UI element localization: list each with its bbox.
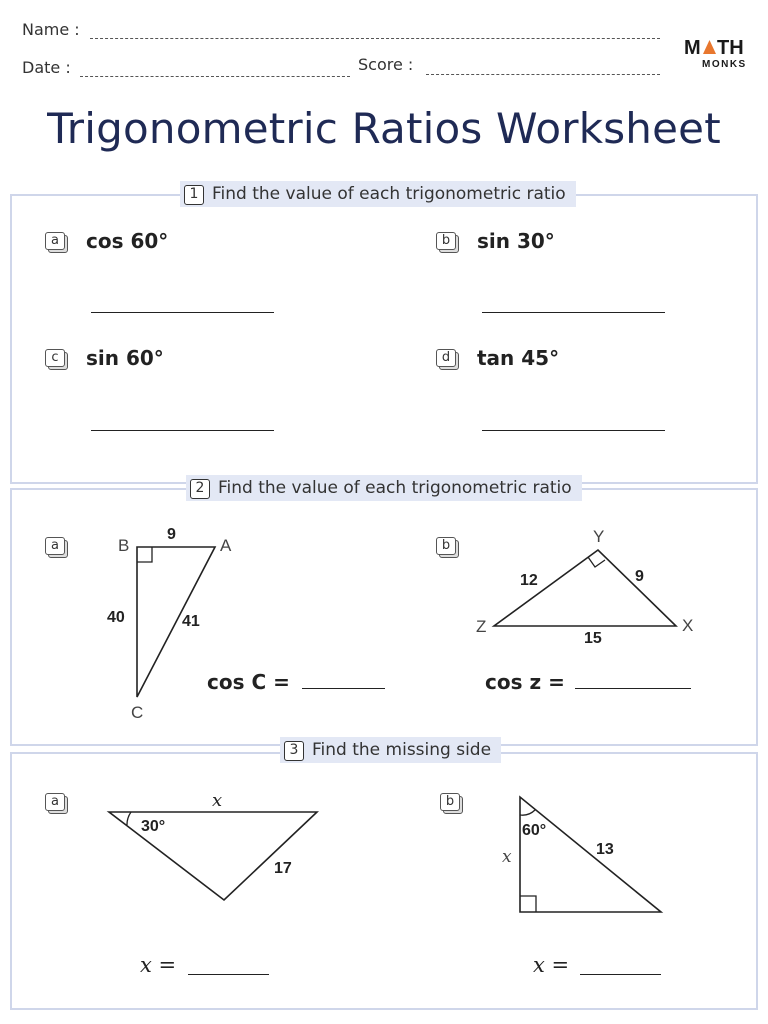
name-label: Name :: [22, 20, 80, 39]
item-tag: d: [436, 349, 456, 367]
section-3-heading: [280, 737, 501, 763]
answer-line[interactable]: [91, 430, 274, 431]
side-label: 17: [274, 860, 292, 877]
side-label: 9: [167, 526, 176, 543]
right-triangle-bac: [100, 520, 250, 730]
section-number: 2: [190, 479, 210, 499]
vertex-label: A: [220, 536, 232, 555]
angle-label: 30°: [141, 818, 166, 835]
answer-line[interactable]: [302, 688, 385, 689]
date-field[interactable]: [80, 76, 350, 77]
side-label: x: [212, 790, 223, 811]
logo-triangle-icon: [703, 40, 716, 54]
prompt: x =: [140, 953, 177, 977]
expression: tan 45°: [477, 346, 560, 370]
answer-line[interactable]: [580, 974, 661, 975]
prompt: cos C =: [207, 670, 290, 694]
math-monks-logo: [684, 36, 760, 72]
date-label: Date :: [22, 58, 71, 77]
prompt: cos z =: [485, 670, 565, 694]
item-tag: a: [45, 793, 65, 811]
answer-line[interactable]: [575, 688, 691, 689]
expression: sin 30°: [477, 229, 555, 253]
section-heading-text: Find the value of each trigonometric ratio: [218, 478, 572, 498]
section-number: 1: [184, 185, 204, 205]
item-tag: b: [436, 537, 456, 555]
side-label: 15: [584, 630, 602, 647]
score-field[interactable]: [426, 74, 660, 75]
side-label: 41: [182, 613, 200, 630]
answer-line[interactable]: [91, 312, 274, 313]
section-heading-text: Find the value of each trigonometric ratio: [212, 184, 566, 204]
item-tag: a: [45, 232, 65, 250]
side-label: x: [502, 847, 512, 867]
page-title: Trigonometric Ratios Worksheet: [47, 104, 721, 153]
item-tag: b: [440, 793, 460, 811]
side-label: 13: [596, 841, 614, 858]
section-2-heading: [186, 475, 582, 501]
vertex-label: B: [118, 536, 130, 555]
expression: sin 60°: [86, 346, 164, 370]
vertex-label: C: [131, 703, 144, 722]
section-heading-text: Find the missing side: [312, 740, 492, 760]
prompt: x =: [533, 953, 570, 977]
side-label: 9: [635, 568, 644, 585]
item-tag: c: [45, 349, 65, 367]
logo-text: MONKS: [702, 59, 747, 70]
vertex-label: Y: [593, 527, 605, 546]
triangle-30: [100, 785, 330, 910]
side-label: 12: [520, 572, 538, 589]
svg-text:TH: TH: [717, 37, 744, 59]
score-label: Score :: [358, 55, 414, 74]
answer-line[interactable]: [482, 312, 665, 313]
expression: cos 60°: [86, 229, 169, 253]
vertex-label: Z: [476, 617, 487, 636]
answer-line[interactable]: [482, 430, 665, 431]
triangle-60: [495, 785, 675, 920]
section-1-heading: [180, 181, 576, 207]
svg-text:M: M: [684, 37, 701, 59]
name-field[interactable]: [90, 38, 660, 39]
item-tag: b: [436, 232, 456, 250]
item-tag: a: [45, 537, 65, 555]
section-number: 3: [284, 741, 304, 761]
right-triangle-yzx: [470, 522, 700, 652]
vertex-label: X: [682, 616, 694, 635]
angle-label: 60°: [522, 822, 547, 839]
side-label: 40: [107, 609, 125, 626]
answer-line[interactable]: [188, 974, 269, 975]
